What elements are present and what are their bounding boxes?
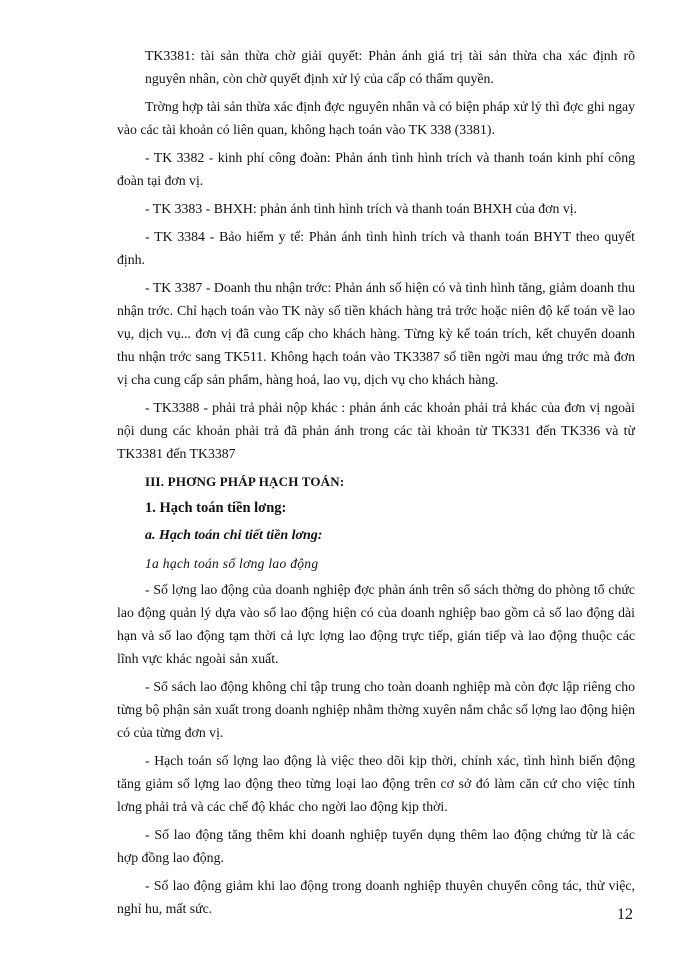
heading-1: 1. Hạch toán tiền lơng: [145, 500, 287, 516]
paragraph-labor-books: - Sổ sách lao động không chỉ tập trung cho toàn doanh nghiệp mà còn đợc lập riêng cho từng bộ phận sản xuất trong doanh nghiệp nhằm thờng xuyên nắm chắc số lợng lao động hiện có của từng đơn vị. [117, 679, 635, 740]
paragraph-tk3382: - TK 3382 - kinh phí công đoàn: Phản ánh tình hình trích và thanh toán kinh phí công đoàn tại đơn vị. [117, 150, 635, 188]
page-number: 12 [617, 906, 633, 923]
paragraph-labor-increase: - Số lao động tăng thêm khi doanh nghiệp tuyển dụng thêm lao động chứng từ là các hợp đồng lao động. [117, 827, 635, 865]
document-page [117, 44, 635, 925]
paragraph-labor-decrease: - Số lao động giảm khi lao động trong doanh nghiệp thuyên chuyển công tác, thử việc, nghỉ hu, mất sức. [117, 878, 635, 916]
paragraph-labor-accounting: - Hạch toán số lợng lao động là việc theo dõi kịp thời, chính xác, tình hình biến động tăng giảm số lợng lao động theo từng loại lao động trên cơ sở đó làm căn cứ cho việc tính lơng phải trả và các chế độ khác cho ngời lao động kịp thời. [117, 753, 635, 814]
paragraph-labor-count: - Số lợng lao động của doanh nghiệp đợc phản ánh trên sổ sách thờng do phòng tổ chức lao động quản lý dựa vào số lao động hiện có của doanh nghiệp bao gồm cả số lao động dài hạn và số lao động tạm thời cả lực lợng lao động trực tiếp, gián tiếp và lao động thuộc các lĩnh vực khác ngoài sản xuất. [117, 582, 635, 666]
paragraph-tk3388: - TK3388 - phải trả phải nộp khác : phản ánh các khoản phải trả khác của đơn vị ngoài nội dung các khoản phải trả đã phản ánh trong các tài khoản từ TK331 đến TK336 và từ TK3381 đến TK3387 [117, 400, 635, 461]
paragraph-tk3387: - TK 3387 - Doanh thu nhận trớc: Phản ánh số hiện có và tình hình tăng, giảm doanh thu nhận trớc. Chỉ hạch toán vào TK này số tiền khách hàng trả trớc hoặc niên độ kế toán về lao vụ, dịch vụ... đơn vị đã cung cấp cho khách hàng. Từng kỳ kế toán trích, kết chuyển doanh thu nhận trớc sang TK511. Không hạch toán vào TK3387 số tiền ngời mau ứng trớc mà đơn vị cha cung cấp sản phẩm, hàng hoá, lao vụ, dịch vụ cho khách hàng. [117, 280, 635, 387]
paragraph-tk3384: - TK 3384 - Bảo hiểm y tế: Phản ánh tình hình trích và thanh toán BHYT theo quyết định. [117, 229, 635, 267]
paragraph-tk3381: TK3381: tài sản thừa chờ giải quyết: Phản ánh giá trị tài sản thừa cha xác định rõ nguyên nhân, còn chờ quyết định xử lý của cấp có thẩm quyền. [145, 48, 635, 86]
section-title: III. PHƠNG PHÁP HẠCH TOÁN: [145, 474, 345, 489]
heading-3: 1a hạch toán số lơng lao động [145, 556, 319, 571]
heading-2: a. Hạch toán chi tiết tiền lơng: [145, 528, 323, 543]
paragraph-tk3381-note: Trờng hợp tài sản thừa xác định đợc nguyên nhân và có biện pháp xử lý thì đợc ghi ngay vào các tài khoản có liên quan, không hạch toán vào TK 338 (3381). [117, 99, 635, 137]
paragraph-tk3383: - TK 3383 - BHXH: phản ánh tình hình trích và thanh toán BHXH của đơn vị. [145, 201, 577, 216]
